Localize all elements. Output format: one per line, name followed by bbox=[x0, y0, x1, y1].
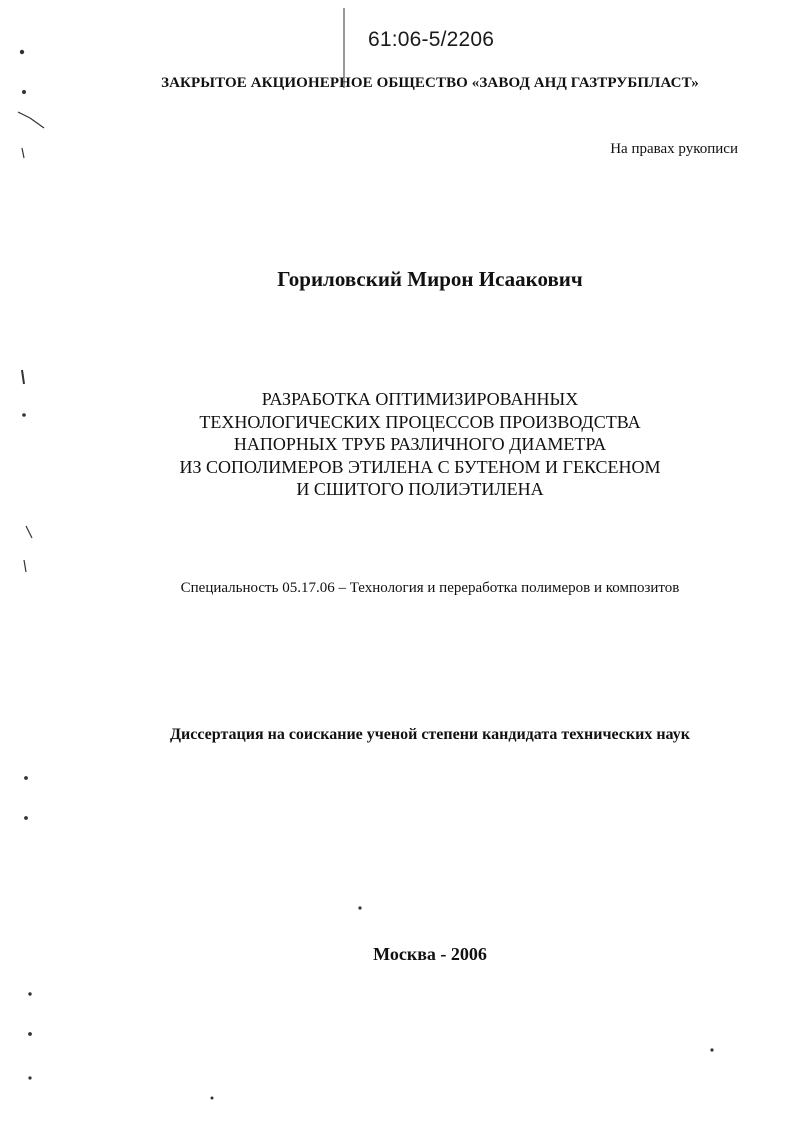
speck bbox=[18, 112, 30, 118]
speck bbox=[24, 560, 26, 572]
speck bbox=[211, 1097, 213, 1099]
speck bbox=[359, 907, 361, 909]
title-line: ТЕХНОЛОГИЧЕСКИХ ПРОЦЕССОВ ПРОИЗВОДСТВА bbox=[199, 411, 641, 432]
title-line: РАЗРАБОТКА ОПТИМИЗИРОВАННЫХ bbox=[261, 389, 579, 409]
speck bbox=[30, 118, 44, 128]
speck bbox=[22, 148, 24, 158]
speck bbox=[26, 526, 32, 538]
speck bbox=[711, 1049, 713, 1051]
dissertation-title bbox=[0, 388, 794, 501]
speck bbox=[29, 1033, 32, 1036]
speck bbox=[25, 817, 28, 820]
title-line: ИЗ СОПОЛИМЕРОВ ЭТИЛЕНА С БУТЕНОМ И ГЕКСЕНОМ bbox=[179, 456, 661, 477]
place-and-year: Москва - 2006 bbox=[373, 944, 487, 964]
title-line: И СШИТОГО ПОЛИЭТИЛЕНА bbox=[296, 479, 544, 499]
degree-statement: Диссертация на соискание ученой степени кандидата технических наук bbox=[170, 726, 690, 743]
catalog-number: 61:06-5/2206 bbox=[368, 28, 495, 51]
speck bbox=[22, 370, 24, 384]
title-line: НАПОРНЫХ ТРУБ РАЗЛИЧНОГО ДИАМЕТРА bbox=[233, 434, 607, 454]
organization-name: ЗАКРЫТОЕ АКЦИОНЕРНОЕ ОБЩЕСТВО «ЗАВОД АНД ГАЗТРУБПЛАСТ» bbox=[161, 75, 699, 91]
author-name: Гориловский Мирон Исаакович bbox=[277, 267, 583, 291]
speck bbox=[20, 50, 23, 53]
manuscript-rights-note: На правах рукописи bbox=[610, 141, 738, 157]
speck bbox=[25, 777, 28, 780]
speck bbox=[29, 993, 31, 995]
speck bbox=[29, 1077, 31, 1079]
specialty-line: Специальность 05.17.06 – Технология и переработка полимеров и композитов bbox=[180, 580, 680, 596]
